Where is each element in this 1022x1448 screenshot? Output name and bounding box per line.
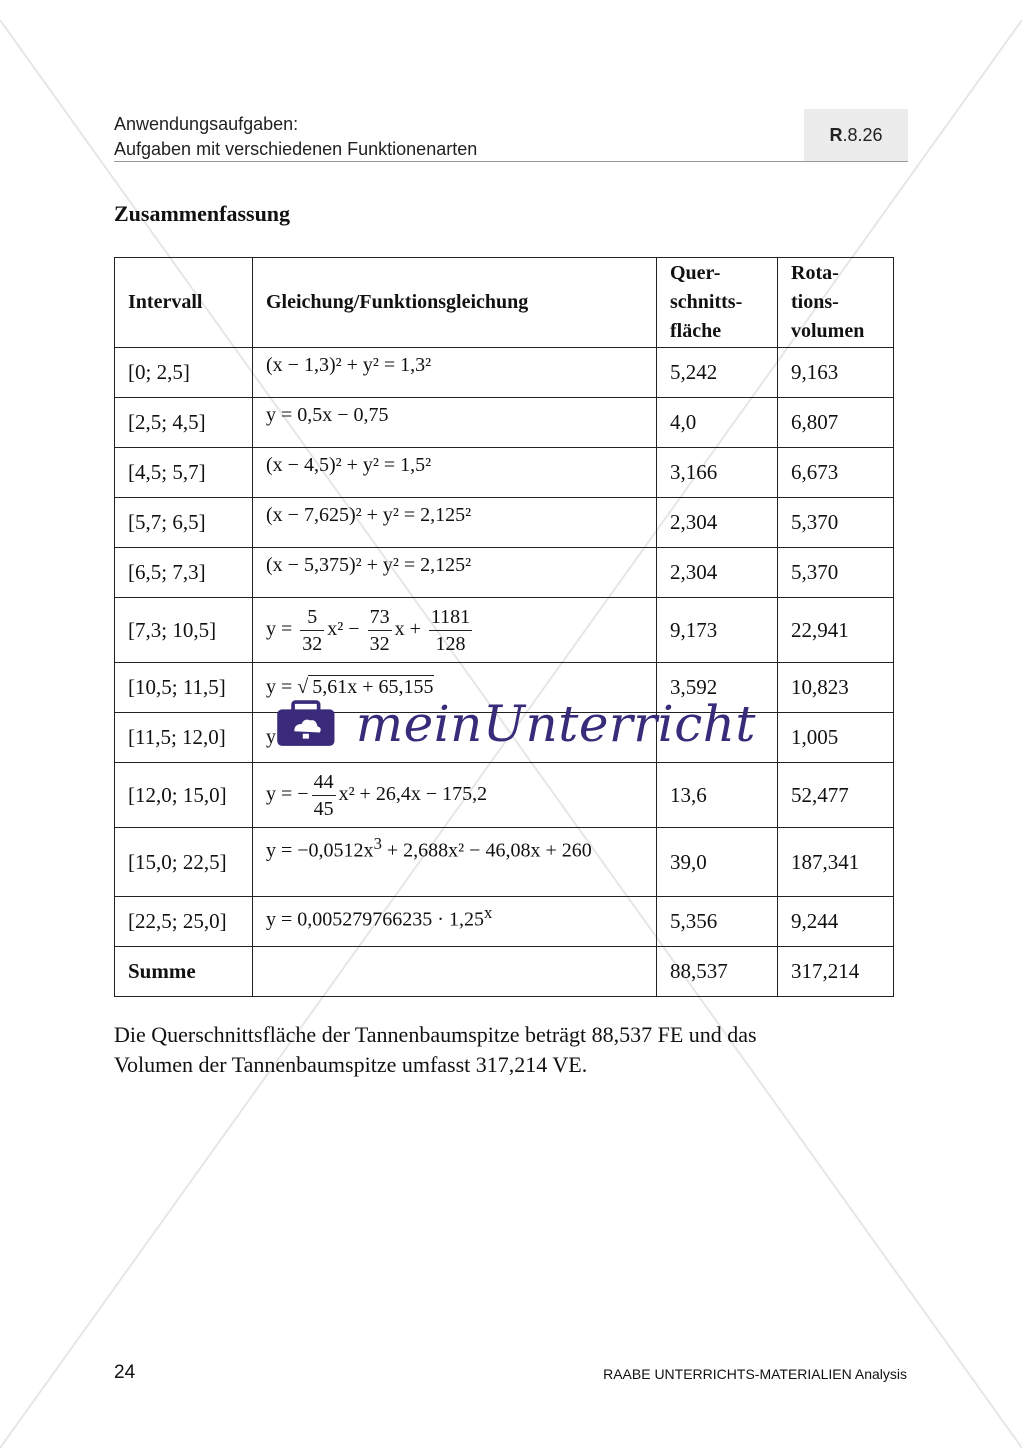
cell-area: 2,304 (657, 498, 778, 548)
cell-volume: 9,244 (778, 897, 894, 947)
fraction (312, 769, 336, 822)
publisher-line: RAABE UNTERRICHTS-MATERIALIEN Analysis (603, 1366, 907, 1382)
cell-area: 2,304 (657, 548, 778, 598)
equation-term: x² + 26,4x − 175,2 (338, 782, 488, 805)
cell-volume: 9,163 (778, 348, 894, 398)
cell-interval: [22,5; 25,0] (115, 897, 253, 947)
cell-interval: [10,5; 11,5] (115, 663, 253, 713)
document-code: .8.26 (842, 124, 883, 145)
cell-area: 13,6 (657, 763, 778, 828)
fraction-denominator: 45 (313, 797, 334, 820)
fraction (368, 604, 392, 657)
fraction-numerator: 1181 (429, 604, 472, 631)
table-row (115, 398, 894, 448)
cell-volume: 6,807 (778, 398, 894, 448)
cell-area: 5,356 (657, 897, 778, 947)
cell-area: 4,0 (657, 398, 778, 448)
cell-interval: [12,0; 15,0] (115, 763, 253, 828)
equation-term: x + (394, 617, 421, 640)
cell-equation: (x − 5,375)² + y² = 2,125² (253, 548, 657, 598)
cell-volume: 52,477 (778, 763, 894, 828)
cell-sum-area: 88,537 (657, 947, 778, 997)
fraction (300, 604, 324, 657)
equation-prefix: y (266, 726, 276, 748)
cell-volume: 10,823 (778, 663, 894, 713)
equation-term: y = 0,005279766235 · 1,25 (266, 908, 484, 931)
cell-interval: [15,0; 22,5] (115, 828, 253, 897)
header-area: Quer- schnitts- fläche (657, 258, 778, 348)
cell-equation: (x − 1,3)² + y² = 1,3² (253, 348, 657, 398)
cell-area: 9,173 (657, 598, 778, 663)
header-line-2: Aufgaben mit verschiedenen Funktionenarten (114, 139, 478, 159)
cell-equation (253, 897, 657, 947)
equation-term: + 2,688x² − 46,08x + 260 (381, 839, 592, 862)
table-row (115, 448, 894, 498)
cell-interval: [5,7; 6,5] (115, 498, 253, 548)
watermark-logo (276, 684, 756, 764)
table-header-row (115, 258, 894, 348)
cell-area: 3,166 (657, 448, 778, 498)
equation-term: x² − (327, 617, 360, 640)
equation-prefix: y = (266, 676, 293, 698)
cell-equation: y = √ 5,61x + 65,155 (253, 663, 657, 713)
cell-area: 39,0 (657, 828, 778, 897)
cell-interval: [6,5; 7,3] (115, 548, 253, 598)
cell-area: 5,242 (657, 348, 778, 398)
cell-sum-volume: 317,214 (778, 947, 894, 997)
header-interval: Intervall (115, 258, 253, 348)
table-row (115, 897, 894, 947)
table-row (115, 498, 894, 548)
square-root-term: 5,61x + 65,155 (308, 675, 433, 698)
cell-volume: 5,370 (778, 498, 894, 548)
cell-empty (253, 947, 657, 997)
fraction (429, 604, 472, 657)
table-row (115, 348, 894, 398)
table-row (115, 828, 894, 897)
watermark-text: meinUnterricht (355, 695, 756, 753)
cell-interval: [0; 2,5] (115, 348, 253, 398)
cell-equation: (x − 7,625)² + y² = 2,125² (253, 498, 657, 548)
table-sum-row (115, 947, 894, 997)
conclusion-text (114, 1020, 914, 1080)
table-row (115, 548, 894, 598)
equation-prefix: y = − (266, 782, 309, 805)
header-volume: Rota- tions- volumen (778, 258, 894, 348)
table-row (115, 598, 894, 663)
document-code-prefix: R (829, 124, 843, 145)
cell-interval: [7,3; 10,5] (115, 598, 253, 663)
cell-volume: 187,341 (778, 828, 894, 897)
briefcase-icon (276, 686, 336, 762)
page-number: 24 (114, 1362, 136, 1383)
equation-exponent: x (483, 903, 493, 922)
cell-equation (253, 598, 657, 663)
summary-table (114, 257, 894, 997)
fraction-denominator: 32 (302, 632, 323, 655)
cell-volume: 6,673 (778, 448, 894, 498)
cell-volume: 1,005 (778, 713, 894, 763)
fraction-numerator: 44 (312, 769, 336, 796)
conclusion-line-1: Die Querschnittsfläche der Tannenbaumspitze beträgt 88,537 FE und das (114, 1022, 757, 1047)
cell-equation: (x − 4,5)² + y² = 1,5² (253, 448, 657, 498)
fraction-denominator: 128 (435, 632, 466, 655)
header-equation: Gleichung/Funktionsgleichung (253, 258, 657, 348)
cell-volume: 22,941 (778, 598, 894, 663)
cell-volume: 5,370 (778, 548, 894, 598)
cell-interval: [2,5; 4,5] (115, 398, 253, 448)
equation-exponent: 3 (373, 834, 382, 853)
fraction-denominator: 32 (369, 632, 390, 655)
fraction-numerator: 5 (300, 604, 324, 631)
page-header (114, 112, 908, 162)
fraction-numerator: 73 (368, 604, 392, 631)
cell-equation (253, 763, 657, 828)
cell-interval: [11,5; 12,0] (115, 713, 253, 763)
equation-prefix: y = (266, 617, 293, 640)
conclusion-line-2: Volumen der Tannenbaumspitze umfasst 317,214 VE. (114, 1052, 588, 1077)
header-line-1: Anwendungsaufgaben: (114, 114, 299, 134)
cell-sum-label: Summe (115, 947, 253, 997)
table-row (115, 763, 894, 828)
cell-interval: [4,5; 5,7] (115, 448, 253, 498)
equation-term: y = −0,0512x (266, 839, 374, 862)
cell-area: 3,592 (657, 663, 778, 713)
document-code-box (804, 109, 908, 161)
section-title: Zusammenfassung (114, 201, 291, 226)
cell-equation: y = 0,5x − 0,75 (253, 398, 657, 448)
cell-equation (253, 828, 657, 897)
